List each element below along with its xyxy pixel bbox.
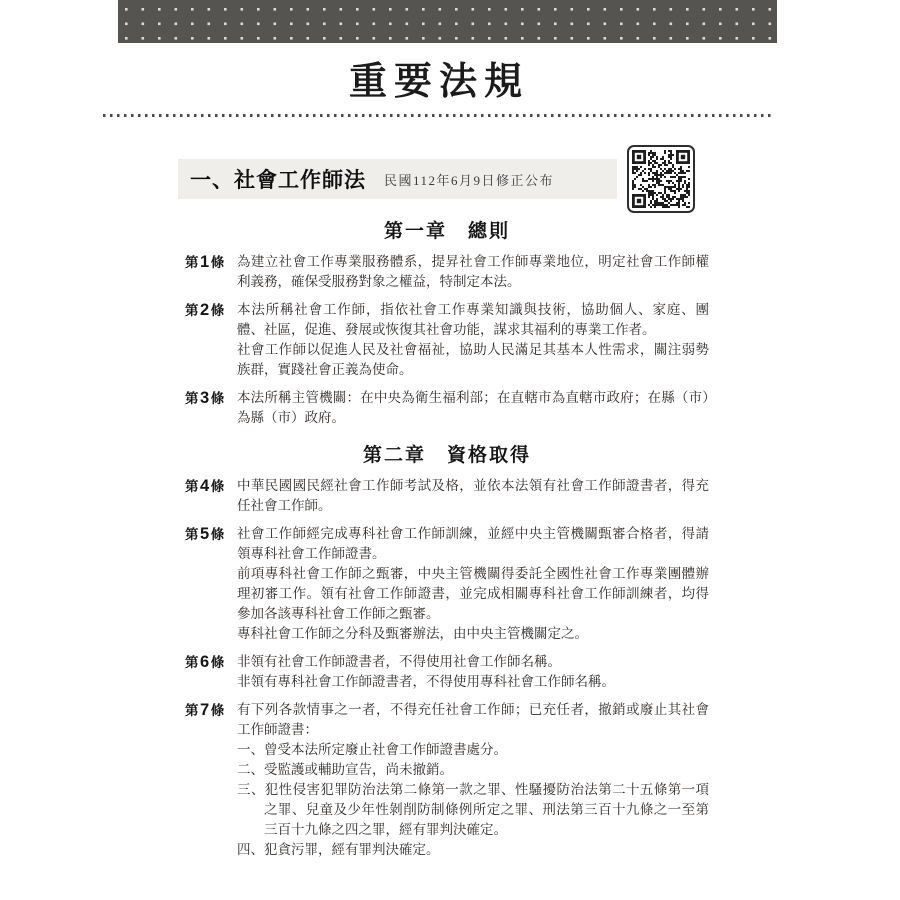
article-2 <box>185 300 709 380</box>
list-item-1: 一、曾受本法所定廢止社會工作師證書處分。 <box>237 742 507 757</box>
article-number-value: 7 <box>200 701 210 719</box>
article-label-prefix: 第 <box>185 479 199 494</box>
list-item-4: 四、犯貪污罪，經有罪判決確定。 <box>237 842 440 857</box>
article-2-number <box>185 300 237 380</box>
paragraph: 專科社會工作師之分科及甄審辦法，由中央主管機關定之。 <box>237 626 588 641</box>
article-7-text <box>237 700 709 860</box>
paragraph: 為建立社會工作專業服務體系，提昇社會工作師專業地位，明定社會工作師權利義務，確保受服務對象之權益，特制定本法。 <box>237 254 709 289</box>
article-label-suffix: 條 <box>210 255 225 270</box>
article-label-prefix: 第 <box>185 655 199 670</box>
article-3-text <box>237 388 709 428</box>
article-number-value: 6 <box>200 653 210 671</box>
article-label-prefix: 第 <box>185 303 199 318</box>
article-5-number <box>185 524 237 644</box>
paragraph: 社會工作師以促進人民及社會福祉，協助人民滿足其基本人性需求，關注弱勢族群，實踐社會正義為使命。 <box>237 342 709 377</box>
page-title: 重要法規 <box>348 61 529 103</box>
paragraph: 非領有社會工作師證書者，不得使用社會工作師名稱。 <box>237 654 561 669</box>
list-item-3: 三、犯性侵害犯罪防治法第二條第一款之罪、性騷擾防治法第二十五條第一項之罪、兒童及少年性剝削防制條例所定之罪、刑法第三百十九條之一至第三百十九條之四之罪，經有罪判決確定。 <box>237 782 709 837</box>
paragraph: 社會工作師經完成專科社會工作師訓練，並經中央主管機關甄審合格者，得請領專科社會工作師證書。 <box>237 526 709 561</box>
paragraph: 有下列各款情事之一者，不得充任社會工作師；已充任者，撤銷或廢止其社會工作師證書： <box>237 702 709 737</box>
chapter-2-heading: 第二章 資格取得 <box>362 445 531 466</box>
article-4-number <box>185 476 237 516</box>
article-4-text <box>237 476 709 516</box>
article-6-text <box>237 652 709 692</box>
qr-code <box>627 145 695 213</box>
article-label-suffix: 條 <box>210 655 225 670</box>
article-label-prefix: 第 <box>185 527 199 542</box>
article-1-number <box>185 252 237 292</box>
paragraph: 本法所稱社會工作師，指依社會工作專業知識與技術，協助個人、家庭、團體、社區，促進、發展或恢復其社會功能，謀求其福利的專業工作者。 <box>237 302 709 337</box>
article-7-number <box>185 700 237 860</box>
section-header <box>178 145 695 215</box>
article-label-suffix: 條 <box>210 479 225 494</box>
article-7 <box>185 700 709 860</box>
article-label-suffix: 條 <box>210 527 225 542</box>
article-1-text <box>237 252 709 292</box>
paragraph: 本法所稱主管機關：在中央為衛生福利部；在直轄市為直轄市政府；在縣（市）為縣（市）政府。 <box>237 390 709 425</box>
section-date-note: 民國112年6月9日修正公布 <box>384 172 555 188</box>
article-label-prefix: 第 <box>185 255 199 270</box>
paragraph: 前項專科社會工作師之甄審，中央主管機關得委託全國性社會工作專業團體辦理初審工作。領有社會工作師證書，並完成相關專科社會工作師訓練者，均得參加各該專科社會工作師之甄審。 <box>237 566 709 621</box>
top-banner <box>118 0 777 43</box>
dotted-divider <box>103 114 775 117</box>
article-1 <box>185 252 709 292</box>
article-5 <box>185 524 709 644</box>
article-label-suffix: 條 <box>210 391 225 406</box>
qr-code-icon <box>632 150 690 208</box>
article-number-value: 5 <box>200 525 210 543</box>
article-4 <box>185 476 709 516</box>
article-5-text <box>237 524 709 644</box>
chapter-1-heading: 第一章 總則 <box>383 221 510 242</box>
article-number-value: 3 <box>200 389 210 407</box>
law-body <box>185 216 709 868</box>
article-number-value: 1 <box>200 253 210 271</box>
article-6-number <box>185 652 237 692</box>
banner-dot-pattern <box>118 0 777 43</box>
article-number-value: 2 <box>200 301 210 319</box>
article-number-value: 4 <box>200 477 210 495</box>
article-label-suffix: 條 <box>210 703 225 718</box>
article-label-suffix: 條 <box>210 303 225 318</box>
section-band <box>178 159 617 199</box>
article-label-prefix: 第 <box>185 391 199 406</box>
article-3 <box>185 388 709 428</box>
section-title: 一、社會工作師法 <box>190 169 366 192</box>
article-2-text <box>237 300 709 380</box>
paragraph: 非領有專科社會工作師證書者，不得使用專科社會工作師名稱。 <box>237 674 615 689</box>
article-label-prefix: 第 <box>185 703 199 718</box>
list-item-2: 二、受監護或輔助宣告，尚未撤銷。 <box>237 762 453 777</box>
article-3-number <box>185 388 237 428</box>
paragraph: 中華民國國民經社會工作師考試及格，並依本法領有社會工作師證書者，得充任社會工作師。 <box>237 478 709 513</box>
article-6 <box>185 652 709 692</box>
